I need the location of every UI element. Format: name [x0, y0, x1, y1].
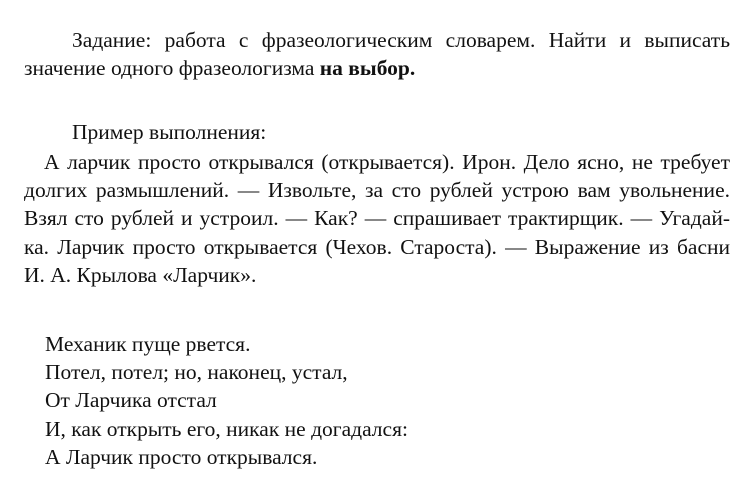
poem-line-2: Потел, потел; но, наконец, устал, [45, 360, 348, 385]
poem-line-4: И, как открыть его, никак не догадался: [45, 416, 408, 441]
task-paragraph [24, 26, 730, 82]
example-body: А ларчик просто открывался (открывается). Ирон. Дело ясно, не требует долгих размышлений. — Извольте, за сто рублей устрою вам увольнение. Взял сто рублей и устроил. — Как? — спрашивает трактирщик. — Угадай-ка. Ларчик просто открывается (Чехов. Староста). — Выражение из басни И. А. Крылова «Ларчик». [24, 150, 730, 287]
poem-quote [45, 330, 408, 471]
task-text: Задание: работа с фразеологическим словарем. Найти и выписать значение одного фразеологизма [24, 28, 730, 80]
task-bold-text: на выбор. [319, 56, 416, 80]
poem-line-1: Механик пуще рвется. [45, 332, 251, 356]
poem-line-5: А Ларчик просто открывался. [45, 444, 318, 469]
poem-line-3: От Ларчика отстал [45, 388, 217, 413]
example-heading: Пример выполнения: [72, 120, 267, 144]
